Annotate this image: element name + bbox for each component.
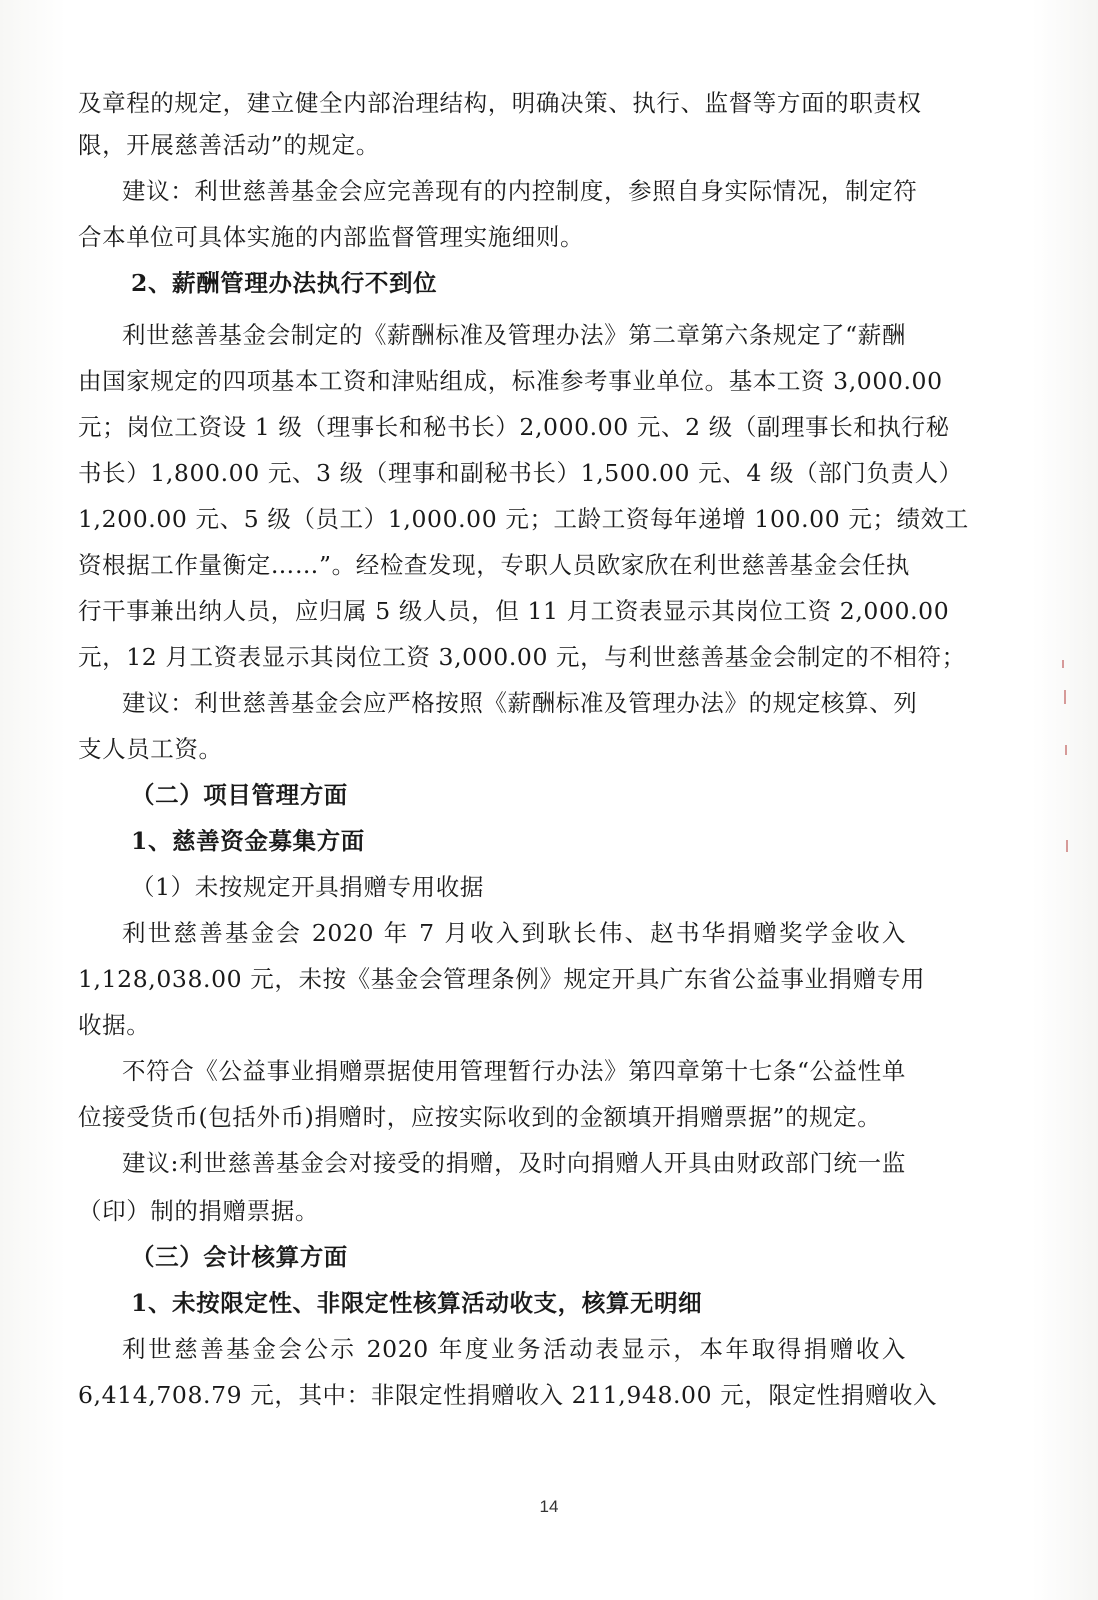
scan-edge-mark: [1066, 840, 1068, 852]
paragraph-line: 书长）1,800.00 元、3 级（理事和副秘书长）1,500.00 元、4 级（部门负责人）: [78, 459, 963, 487]
paragraph-line: 建议:利世慈善基金会对接受的捐赠，及时向捐赠人开具由财政部门统一监: [122, 1149, 906, 1177]
paragraph-line: 位接受货币(包括外币)捐赠时，应按实际收到的金额填开捐赠票据”的规定。: [78, 1103, 882, 1131]
paragraph-line: 建议：利世慈善基金会应完善现有的内控制度，参照自身实际情况，制定符: [122, 177, 918, 205]
paragraph-line: 资根据工作量衡定……”。经检查发现，专职人员欧家欣在利世慈善基金会任执: [78, 551, 911, 579]
paragraph-line: 由国家规定的四项基本工资和津贴组成，标准参考事业单位。基本工资 3,000.00: [78, 367, 943, 395]
section-heading: （三）会计核算方面: [131, 1243, 348, 1271]
paragraph-line: 利世慈善基金会公示 2020 年度业务活动表显示，本年取得捐赠收入: [122, 1335, 906, 1363]
paragraph-line: 及章程的规定，建立健全内部治理结构，明确决策、执行、监督等方面的职责权: [78, 89, 922, 117]
scan-edge-mark: [1065, 745, 1067, 755]
paragraph-line: 行干事兼出纳人员，应归属 5 级人员，但 11 月工资表显示其岗位工资 2,000.00: [78, 597, 950, 625]
scan-edge-mark: [1062, 660, 1064, 668]
paragraph-line: 6,414,708.79 元，其中：非限定性捐赠收入 211,948.00 元，限定性捐赠收入: [78, 1381, 938, 1409]
page-number: 14: [539, 1497, 559, 1516]
paragraph-line: 合本单位可具体实施的内部监督管理实施细则。: [78, 223, 585, 251]
section-heading: 2、薪酬管理办法执行不到位: [131, 269, 438, 297]
paragraph-line: 限，开展慈善活动”的规定。: [78, 131, 380, 159]
paragraph-line: 利世慈善基金会 2020 年 7 月收入到耿长伟、赵书华捐赠奖学金收入: [122, 919, 906, 947]
section-heading: 1、慈善资金募集方面: [131, 827, 365, 855]
paragraph-line: 建议：利世慈善基金会应严格按照《薪酬标准及管理办法》的规定核算、列: [122, 689, 918, 717]
paragraph-line: （印）制的捐赠票据。: [78, 1197, 319, 1225]
paragraph-line: 不符合《公益事业捐赠票据使用管理暂行办法》第四章第十七条“公益性单: [122, 1057, 906, 1085]
subsection-heading: （1）未按规定开具捐赠专用收据: [131, 873, 484, 901]
scan-edge-mark: [1064, 690, 1066, 704]
paragraph-line: 元；岗位工资设 1 级（理事长和秘书长）2,000.00 元、2 级（副理事长和执行秘: [78, 413, 950, 441]
section-heading: 1、未按限定性、非限定性核算活动收支，核算无明细: [131, 1289, 703, 1317]
paragraph-line: 元，12 月工资表显示其岗位工资 3,000.00 元，与利世慈善基金会制定的不相符；: [78, 643, 966, 671]
paragraph-line: 1,200.00 元、5 级（员工）1,000.00 元；工龄工资每年递增 100.00 元；绩效工: [78, 505, 969, 533]
paragraph-line: 利世慈善基金会制定的《薪酬标准及管理办法》第二章第六条规定了“薪酬: [122, 321, 906, 349]
paragraph-line: 1,128,038.00 元，未按《基金会管理条例》规定开具广东省公益事业捐赠专用: [78, 965, 926, 993]
paragraph-line: 收据。: [78, 1011, 151, 1039]
section-heading: （二）项目管理方面: [131, 781, 348, 809]
paragraph-line: 支人员工资。: [78, 735, 223, 763]
